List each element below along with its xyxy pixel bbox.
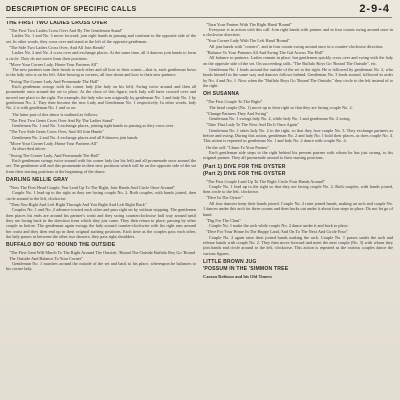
description-paragraph: Couple No. 1 make the arch while couple No. 2 dance under it and back to place.: [209, 223, 349, 229]
section-heading: 'POSSUM IN THE 'SIMMON TREE: [203, 265, 289, 272]
section-heading: DARLING NELLIE GRAY: [6, 177, 69, 183]
call-line: On the call: "Chase To Your Partner": [206, 144, 270, 150]
right-column: [203, 21, 393, 397]
call-line: "Move Your Corner Lady, Home Your Partners All": [9, 61, 98, 67]
description-paragraph: Each gentleman swings twice around with his corner lady (on his left) and all promenade once around the set. The gentlemen will end this promenade in their new positions which will be on the opposite side of the set from their starting positions at the beginning of the dance.: [6, 157, 196, 174]
call-line: "Change Partners They And Swing": [206, 110, 268, 116]
call-line: "Move Your Corner Lady, Home Your Partners All": [9, 141, 98, 147]
description-paragraph: Gentleman No. 1 leads around the outside of the set to the right. He is followed by gentleman No. 2, who heads himself in the same way and dancers follows behind. Gentleman No. 3 leads around, followed in order by No. 4 and No. 1. Now when the "Buffalo Boys Go 'Round The Outside," they circle to the left instead of to the right.: [203, 66, 393, 88]
description-paragraph: Each gentleman side steps to the right behind his present partner with whom he has just swung, to his original partner. They all promenade around to their starting positions.: [203, 150, 393, 161]
description-paragraph: Ladies No. 2 and No. 4 cross over and exchange places. At the same time, all 4 dancers join hands to form a circle. They do not move from their positions.: [6, 50, 196, 61]
call-line: "Your Corner Lady With The Left Hand 'Round": [206, 38, 290, 44]
page-title: DESCRIPTION OF SPECIFIC CALLS: [6, 6, 137, 13]
description-paragraph: Everyone is in action with this call. Join right hands with partner and in four counts swing around once in a clockwise direction.: [203, 26, 393, 38]
call-line: "The First Couple Lead Up To The Right Circle Four Hands Around": [206, 178, 326, 184]
call-line: "Swing The Corner Lady And Promenade The Hall": [9, 78, 99, 84]
description-paragraph: Gentlemen No. 1 and No. 3 exchange places, joining right hands in passing as they cross over.: [12, 123, 175, 129]
section-heading: LITTLE BROWN JUG: [203, 259, 257, 266]
call-line: "The Two Side Gents Cross Over, And All Join Hands": [9, 129, 104, 135]
description-paragraph: Couple No. 2 again raise their joined hands making the arch. Couple No. 1 passes under the arch and release hands with couple No. 2. They then move forward and meet the next couple (No. 3) with whom they join hands and circle around to the left, clockwise. This action is repeated as the various couples dance the various figures.: [203, 234, 393, 256]
description-paragraph: Couple No. 1 lead up to the right so that they are facing couple No. 2. Both couples, with hands joined, then circle to the left, clockwise.: [203, 183, 393, 195]
description-paragraph: Gentlemen No. 2 and No. 4 exchange places and all 8 dancers join hands.: [12, 134, 139, 140]
call-line: "Now The First Head Couple, You Lead Up To The Right, Join Hands And Circle Once Around": [9, 184, 176, 190]
description-paragraph: Gentleman No. 1 marches around the outside of the set and back to his place, whereupon he balances to his corner lady.: [6, 260, 196, 272]
section-heading: (Part 1) DIVE FOR THE OYSTER: [203, 163, 286, 170]
call-line: "Then You Right And Left Right Through And You Right And Left Right Back": [9, 201, 147, 207]
description-paragraph: All balance to partners. Ladies remain in place, but gentlemen quickly cross over and swing with the lady on the opposite side of the set. On succeeding calls, "The Buffalo Boys Go 'Round The Outside", etc.: [203, 55, 393, 66]
call-line: "Turn Your Partner With The Right Hand 'Round": [206, 21, 292, 27]
call-line: "The Side Two Ladies Cross Over, And All Join Hands": [9, 44, 106, 50]
description-paragraph: Couples No. 1 and No. 2 advance toward each other and pass right on by without stopping. The gentlemen then places his ends are around his partner's waist and they swing counterclockwise half way around until they are facing back in the direction from which they just came. They then return to place, passing by other couple as before. The gentleman again swings the lady around counter-clockwise with his right arm around her waist and they then end up in their original starting positions. Each time as the couples pass each other, the lady passes in between the other two dancers, they pass right shoulders.: [6, 207, 196, 239]
call-line: "Balance To Your Partners All And Swing The Gal Across The Hall": [206, 50, 324, 55]
description-paragraph: Gentleman No. 1 takes lady No. 2 to the right, so that they face couple No. 3. They exchange partners as before and swing. During this action, gentleman No. 2 and lady No. 1 hold their places, as does couple No. 4. This action is repeated so gentleman No. 1 and lady No. 2 dance with couple No. 4.: [203, 127, 393, 144]
call-line: "The First Gent Will March To The Right Around The Outside, 'Round The Outside Buffalo Boy Go 'Round The Outside And Balance To Your Corner": [9, 250, 195, 261]
call-line: "The First Two Ladies Cross Over And By The Gentlemen Stand": [9, 27, 123, 33]
description-note: As described above.: [12, 146, 47, 152]
call-line: "The First Couple To The Right": [206, 99, 263, 105]
description-paragraph: The new partners turn their heads to each other and all bow to their corner—that is, each gentleman bows to the lady who is on his left. After bowing to corners, all face about and bow to their new partners.: [6, 67, 196, 78]
left-column: [6, 21, 196, 397]
call-line: "Dig For The Clam": [206, 217, 242, 223]
artist-credit: Carson Robison and his Old Timers: [203, 273, 272, 279]
section-heading: THE FIRST TWO LADIES CROSS OVER: [6, 21, 108, 26]
description-paragraph: The latter part of this dance is outlined as follows:: [12, 111, 99, 117]
description-paragraph: All join hands with "corners", and in four counts swing around once in a counter-clockwise direction.: [209, 43, 384, 49]
call-line: "The First Two Gents Cross Over And By The Ladies Stand": [9, 117, 114, 123]
call-line: "Dive For Your Home In The Happy Land, And On To The Next And Circle Four": [206, 229, 348, 235]
description-paragraph: Each gentleman swings with his corner lady (the lady on his left). Swing twice around and then all promenade once around the set to place. At the close of this figure, each lady will have crossed over and moved one place to the right. For example, the lady who was originally by gentleman No. 1 and lady No. 1 by gentleman No. 2. They then become the new Lady and Gentleman No. 1 respectively. In other words, lady No. 2 is with gentleman No. 1 and so on.: [6, 84, 196, 111]
call-line: "Take That Lady To The Next And Do It Once Again": [206, 122, 299, 128]
page-header: [6, 3, 392, 18]
call-line: "Dive In The Oyster": [206, 195, 243, 201]
description-paragraph: All four dancers keep their hands joined. Couple No. 2 raise joined hands, making an arch and couple No. 1 dances under this arch for three counts and then backs out under it about four steps in place. Do not let go of hand.: [203, 200, 393, 217]
catalog-number: 2-9-4: [359, 3, 390, 15]
description-paragraph: Ladies No. 1 and No. 3 move forward, join right hands in passing and continue to the opposite side of the set. In other words, they cross over and stand at the left of the opposite gentleman.: [6, 33, 196, 44]
section-heading: OH SUSANNA: [203, 91, 240, 98]
section-heading: BUFFALO BOY GO 'ROUND THE OUTSIDE: [6, 242, 116, 249]
description-paragraph: Gentleman No. 1 swings lady No. 2, while lady No. 1 and gentleman No. 2 swing.: [209, 116, 351, 122]
description-paragraph: Couple No. 1 lead up to the right as they are facing couple No. 2. Both couples, with hands joined, then circle around to the left, clockwise.: [6, 190, 196, 201]
call-line: "Swing The Corner Lady, And Promenade The Hall": [9, 152, 100, 158]
description-paragraph: The head couple (No. 1) move up to their right so that they are facing couple No. 2.: [209, 104, 353, 110]
section-heading: (Part 2) DIVE FOR THE OYSTER: [203, 170, 286, 177]
